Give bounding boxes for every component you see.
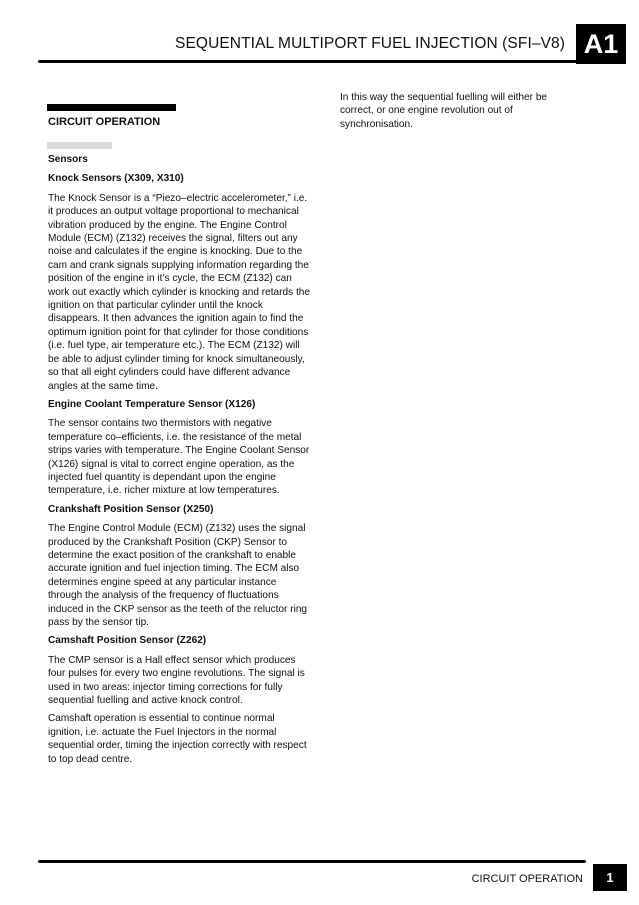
header-divider [38,60,586,63]
coolant-sensor-text: The sensor contains two thermistors with negative temperature co–efficients, i.e. the resistance of the metal strips varies with temperature. The Engine Coolant Sensor (X126) signal is vital to correct engine operation, as the injected fuel quantity is dependant upon the engine temperature, i.e. richer mixture at low temperatures. [48,418,310,497]
left-column [48,153,310,771]
camshaft-sensor-text: The CMP sensor is a Hall effect sensor which produces four pulses for every two engine revolutions. The signal is used in two areas: injector timing corrections for fully sequential fuelling and active knock control. [48,654,305,707]
coolant-sensor-heading: Engine Coolant Temperature Sensor (X126) [48,398,256,410]
sensors-heading: Sensors [48,154,88,165]
section-marker-bar [47,104,176,111]
footer-divider [38,860,586,863]
crankshaft-sensor-heading: Crankshaft Position Sensor (X250) [48,503,214,515]
right-column [340,91,580,136]
knock-sensor-heading: Knock Sensors (X309, X310) [48,173,184,185]
section-code-badge: A1 [576,24,626,64]
crankshaft-sensor-text: The Engine Control Module (ECM) (Z132) uses the signal produced by the Crankshaft Position (CKP) Sensor to determine the exact position of the crankshaft to enable accurate ignition and fuel injection timing. The ECM also determines engine speed at any particular instance through the analysis of the frequency of fluctuations induced in the CKP sensor as the teeth of the reluctor ring pass by the sensor tip. [48,523,308,628]
section-heading: CIRCUIT OPERATION [48,116,161,128]
footer-section-label: CIRCUIT OPERATION [471,873,583,885]
page-number-badge: 1 [593,864,627,891]
camshaft-sensor-heading: Camshaft Position Sensor (Z262) [48,635,207,647]
knock-sensor-text: The Knock Sensor is a “Piezo–electric accelerometer,” i.e. it produces an output voltage proportional to mechanical vibration produced by the engine. The Engine Control Module (ECM) (Z132) receives the signal, filters out any noise and calculates if the engine is knocking. Due to the cam and crank signals supplying information regarding the position of the engine in it’s cycle, the ECM (Z132) can work out exactly which cylinder is knocking and retards the ignition on that particular cylinder until the knock disappears. It then advances the ignition again to find the optimum ignition point for that cylinder for those conditions (i.e. fuel type, air temperature etc.). The ECM (Z132) will be able to adjust cylinder timing for knock simultaneously, so that all eight cylinders could have different advance angles at the same time. [48,192,310,392]
sequential-fuelling-text: In this way the sequential fuelling will either be correct, or one engine revolution out of synchronisation. [340,92,548,130]
page-header-title: SEQUENTIAL MULTIPORT FUEL INJECTION (SFI–V8) [175,35,565,52]
subsection-marker-bar [47,142,112,149]
camshaft-operation-text: Camshaft operation is essential to continue normal ignition, i.e. actuate the Fuel Injectors in the normal sequential order, timing the injection correctly with respect to top dead centre. [48,713,307,765]
